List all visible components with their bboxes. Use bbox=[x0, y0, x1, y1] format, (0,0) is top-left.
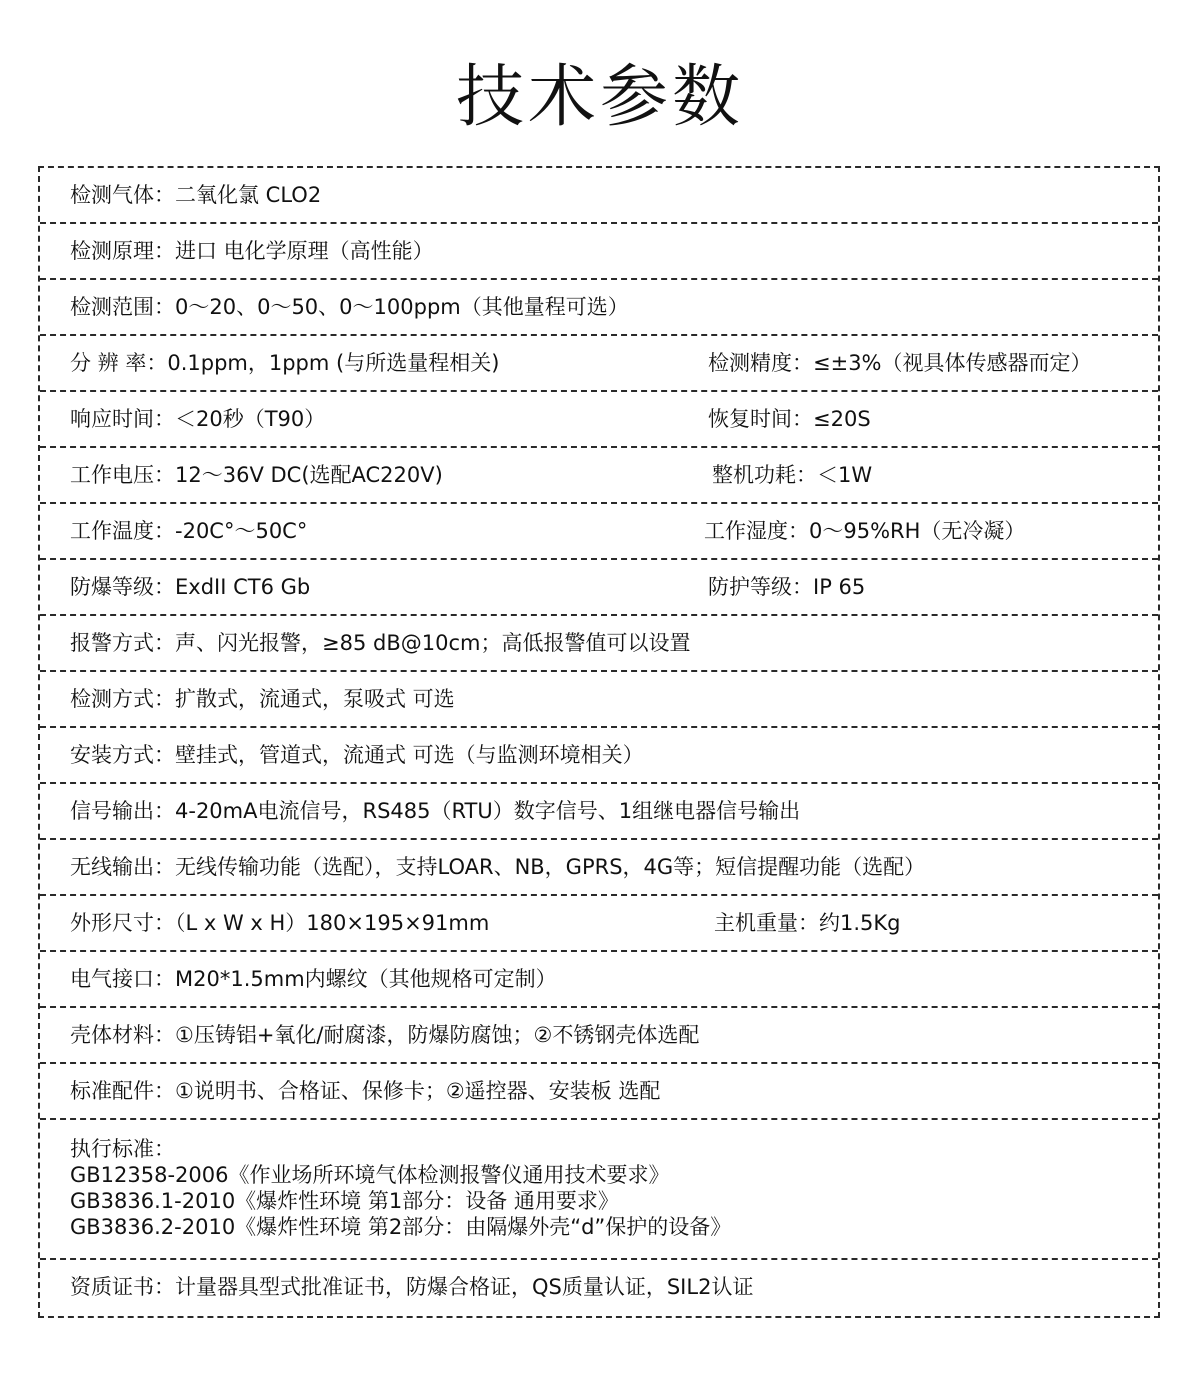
spec-principle: 检测原理：进口 电化学原理（高性能） bbox=[70, 239, 434, 263]
spec-accuracy: 检测精度：≤±3%（视具体传感器而定） bbox=[708, 351, 1092, 375]
spec-voltage: 工作电压：12～36V DC(选配AC220V) bbox=[70, 463, 443, 487]
spec-explosion-grade: 防爆等级：ExdII CT6 Gb bbox=[70, 575, 311, 599]
spec-row-response-recovery bbox=[40, 392, 1158, 448]
spec-accessories: 标准配件：①说明书、合格证、保修卡；②遥控器、安装板 选配 bbox=[70, 1079, 661, 1103]
spec-electrical-interface: 电气接口：M20*1.5mm内螺纹（其他规格可定制） bbox=[70, 967, 557, 991]
spec-row-resolution-accuracy bbox=[40, 336, 1158, 392]
spec-row-accessories bbox=[40, 1064, 1158, 1120]
spec-row-housing bbox=[40, 1008, 1158, 1064]
spec-row-alarm bbox=[40, 616, 1158, 672]
spec-detection-mode: 检测方式：扩散式，流通式，泵吸式 可选 bbox=[70, 687, 455, 711]
spec-housing: 壳体材料：①压铸铝+氧化/耐腐漆，防爆防腐蚀；②不锈钢壳体选配 bbox=[70, 1023, 700, 1047]
spec-response-time: 响应时间：＜20秒（T90） bbox=[70, 407, 326, 431]
spec-humidity: 工作湿度：0～95%RH（无冷凝） bbox=[704, 519, 1026, 543]
spec-row-detection-gas bbox=[40, 168, 1158, 224]
spec-row-signal-output bbox=[40, 784, 1158, 840]
spec-wireless-output: 无线输出：无线传输功能（选配），支持LOAR、NB，GPRS，4G等；短信提醒功能（选配） bbox=[70, 855, 926, 879]
spec-row-dimensions-weight bbox=[40, 896, 1158, 952]
page-title: 技术参数 bbox=[455, 58, 744, 137]
spec-protection-grade: 防护等级：IP 65 bbox=[708, 575, 866, 599]
spec-table bbox=[38, 166, 1160, 1318]
spec-installation: 安装方式：壁挂式，管道式，流通式 可选（与监测环境相关） bbox=[70, 743, 644, 767]
spec-row-installation bbox=[40, 728, 1158, 784]
spec-weight: 主机重量：约1.5Kg bbox=[714, 911, 901, 935]
spec-row-voltage-power bbox=[40, 448, 1158, 504]
spec-row-standards bbox=[40, 1120, 1158, 1260]
spec-row-certificates bbox=[40, 1260, 1158, 1316]
spec-row-principle bbox=[40, 224, 1158, 280]
spec-row-wireless-output bbox=[40, 840, 1158, 896]
standards-heading: 执行标准： bbox=[70, 1137, 175, 1161]
spec-row-temperature-humidity bbox=[40, 504, 1158, 560]
standard-line: GB3836.2-2010《爆炸性环境 第2部分：由隔爆外壳“d”保护的设备》 bbox=[70, 1215, 732, 1239]
spec-recovery-time: 恢复时间：≤20S bbox=[708, 407, 871, 431]
spec-range: 检测范围：0～20、0～50、0～100ppm（其他量程可选） bbox=[70, 295, 629, 319]
spec-alarm: 报警方式：声、闪光报警，≥85 dB@10cm；高低报警值可以设置 bbox=[70, 631, 691, 655]
spec-temperature: 工作温度：-20C°～50C° bbox=[70, 519, 308, 543]
spec-detection-gas: 检测气体：二氧化氯 CLO2 bbox=[70, 183, 322, 207]
spec-dimensions: 外形尺寸：（L x W x H）180×195×91mm bbox=[70, 911, 490, 935]
spec-resolution: 分 辨 率：0.1ppm，1ppm (与所选量程相关) bbox=[70, 351, 500, 375]
spec-power: 整机功耗：＜1W bbox=[712, 463, 873, 487]
spec-row-explosion-protection bbox=[40, 560, 1158, 616]
spec-row-detection-mode bbox=[40, 672, 1158, 728]
standard-line: GB3836.1-2010《爆炸性环境 第1部分：设备 通用要求》 bbox=[70, 1189, 619, 1213]
standards-block bbox=[70, 1136, 731, 1240]
spec-row-electrical-interface bbox=[40, 952, 1158, 1008]
spec-signal-output: 信号输出：4-20mA电流信号，RS485（RTU）数字信号、1组继电器信号输出 bbox=[70, 799, 801, 823]
standard-line: GB12358-2006《作业场所环境气体检测报警仪通用技术要求》 bbox=[70, 1163, 670, 1187]
spec-certificates: 资质证书：计量器具型式批准证书，防爆合格证，QS质量认证，SIL2认证 bbox=[70, 1275, 754, 1299]
spec-row-range bbox=[40, 280, 1158, 336]
